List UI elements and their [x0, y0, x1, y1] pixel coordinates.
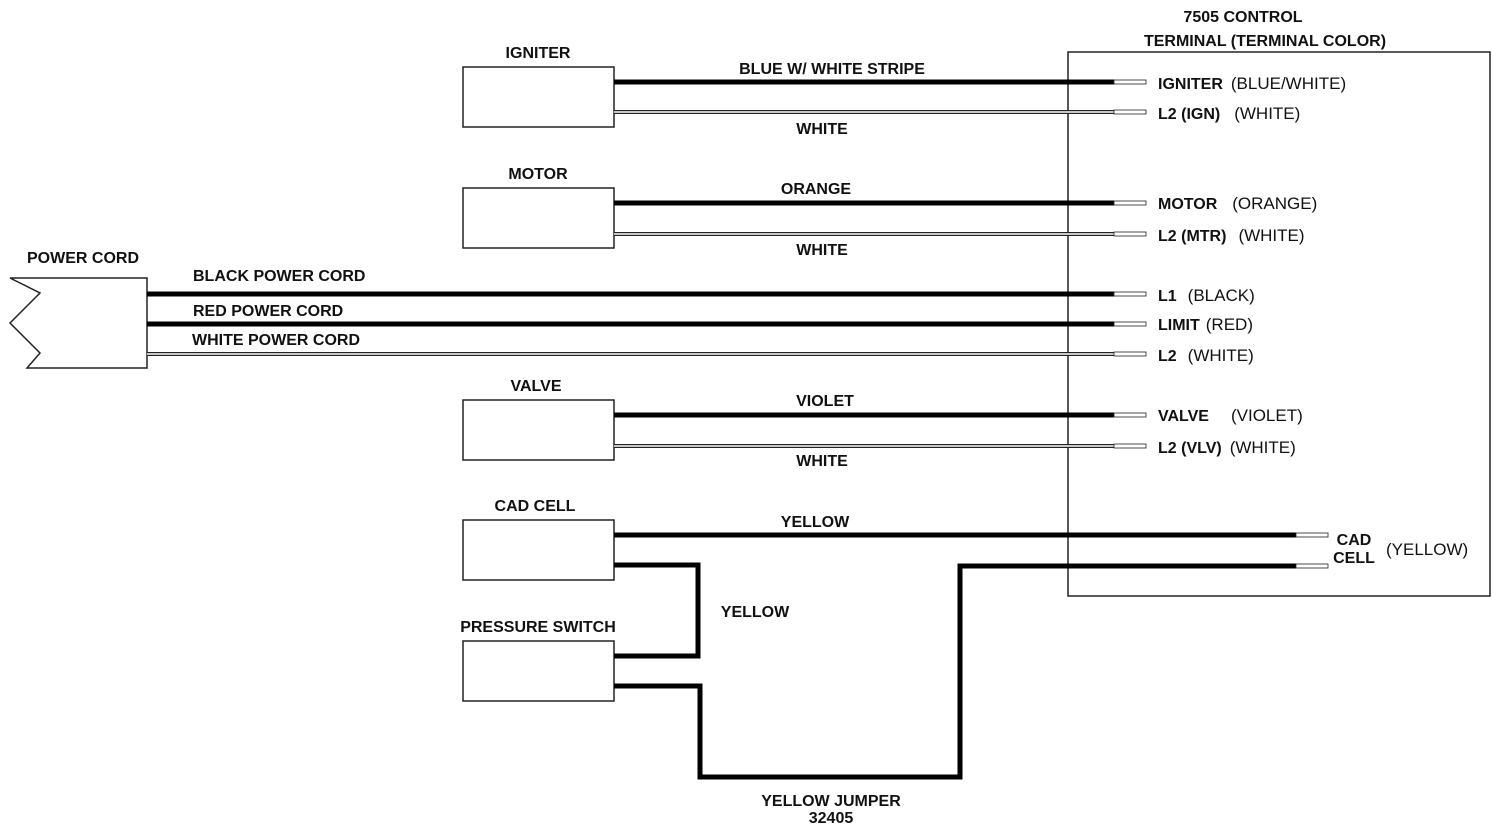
terminal-igniter: IGNITER (BLUE/WHITE)	[1158, 74, 1347, 93]
black-power-cord-label: BLACK POWER CORD	[193, 268, 366, 285]
terminal-cad-cell-line2: CELL	[1333, 550, 1375, 567]
cad-cell-box	[463, 520, 614, 580]
white-power-cord-label: WHITE POWER CORD	[192, 332, 360, 349]
valve-neutral-wire-label: WHITE	[796, 453, 848, 470]
valve-label: VALVE	[510, 378, 562, 395]
cad-cell-wire-label: YELLOW	[780, 514, 850, 531]
cad-to-switch-wire	[614, 565, 698, 656]
valve-hot-wire-label: VIOLET	[796, 393, 854, 410]
pressure-switch-box	[463, 641, 614, 701]
igniter-hot-wire-label: BLUE W/ WHITE STRIPE	[739, 61, 925, 78]
valve-box	[463, 400, 614, 460]
terminal-limit: LIMIT (RED)	[1158, 315, 1253, 334]
terminal-l2-ign: L2 (IGN) (WHITE)	[1158, 104, 1301, 123]
motor-neutral-wire-label: WHITE	[796, 242, 848, 259]
control-title-line1: 7505 CONTROL	[1183, 9, 1303, 26]
yellow-jumper-part-number: 32405	[808, 810, 854, 827]
yellow-jumper-wire	[614, 566, 1296, 777]
yellow-jumper-label: YELLOW JUMPER	[761, 793, 901, 810]
terminal-cad-cell-line1: CAD	[1336, 532, 1372, 549]
motor-label: MOTOR	[508, 166, 568, 183]
terminal-l2: L2 (WHITE)	[1158, 346, 1254, 365]
motor-hot-wire-label: ORANGE	[780, 181, 852, 198]
cad-cell-label: CAD CELL	[494, 498, 576, 515]
terminal-l2-mtr: L2 (MTR) (WHITE)	[1158, 226, 1305, 245]
terminal-l2-vlv: L2 (VLV) (WHITE)	[1158, 438, 1296, 457]
terminal-motor: MOTOR (ORANGE)	[1158, 194, 1318, 213]
igniter-box	[463, 67, 614, 127]
control-title-line2: TERMINAL (TERMINAL COLOR)	[1143, 33, 1387, 50]
motor-box	[463, 188, 614, 248]
igniter-neutral-wire-label: WHITE	[796, 121, 848, 138]
red-power-cord-label: RED POWER CORD	[193, 303, 344, 320]
igniter-label: IGNITER	[505, 45, 571, 62]
terminal-l1: L1 (BLACK)	[1158, 286, 1255, 305]
pressure-switch-label: PRESSURE SWITCH	[460, 619, 616, 636]
terminal-cad-cell-color: (YELLOW)	[1386, 540, 1469, 559]
power-cord-label: POWER CORD	[27, 250, 139, 267]
power-cord-connector	[10, 278, 147, 368]
terminal-valve: VALVE (VIOLET)	[1158, 406, 1303, 425]
cad-to-switch-wire-label: YELLOW	[720, 604, 790, 621]
